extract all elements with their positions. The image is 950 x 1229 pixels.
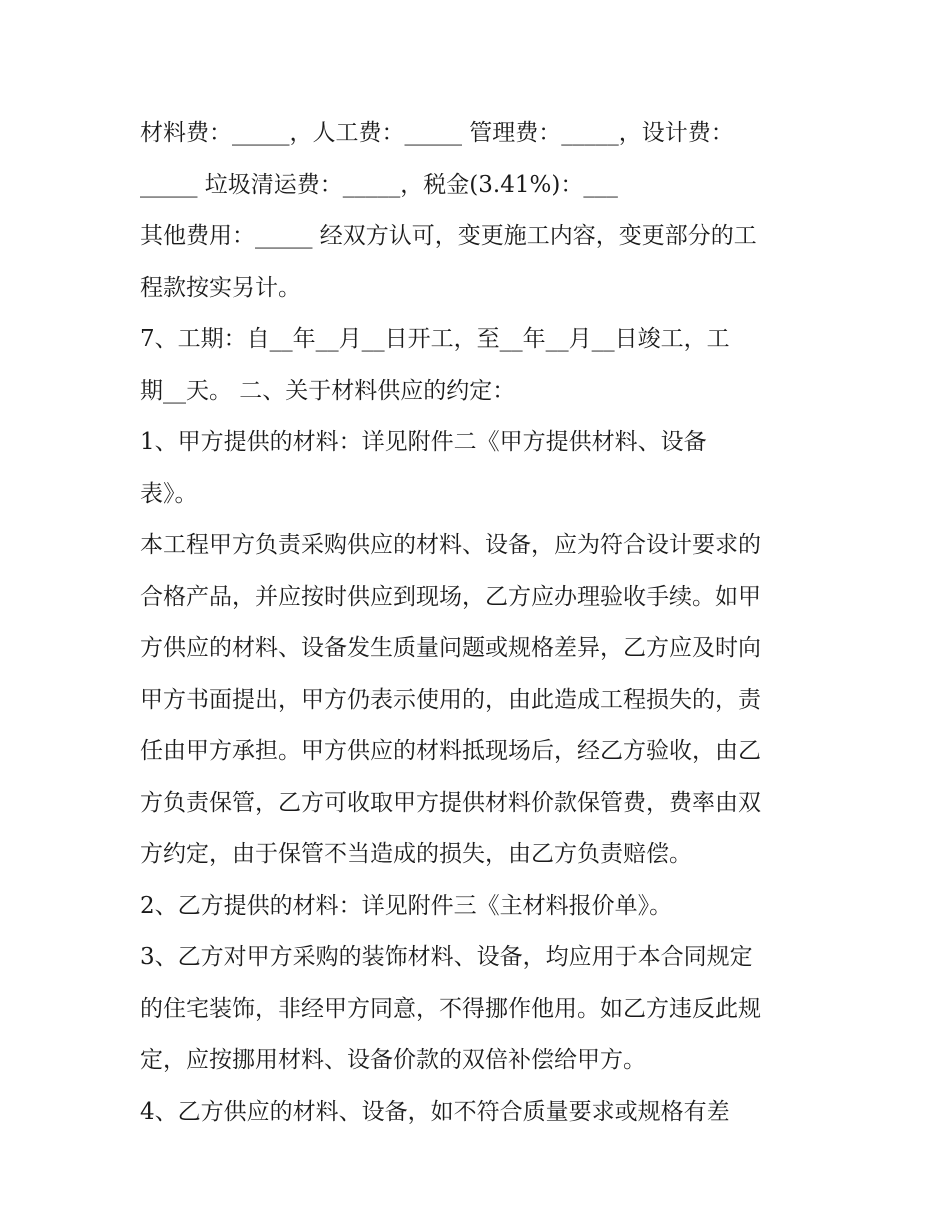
- text-line: 方供应的材料、设备发生质量问题或规格差异，乙方应及时向: [140, 635, 761, 661]
- text-line: 本工程甲方负责采购供应的材料、设备，应为符合设计要求的: [140, 532, 761, 558]
- text-line: 期__天。 二、关于材料供应的约定：: [140, 377, 516, 404]
- text-line: 其他费用：_____ 经双方认可，变更施工内容，变更部分的工: [140, 223, 757, 249]
- text-line: 的住宅装饰，非经甲方同意，不得挪作他用。如乙方违反此规: [140, 995, 761, 1022]
- text-line: 合格产品，并应按时供应到现场，乙方应办理验收手续。如甲: [140, 583, 761, 610]
- text-line: 程款按实另计。: [140, 274, 301, 301]
- text-line: 定，应按挪用材料、设备价款的双倍补偿给甲方。: [140, 1047, 646, 1073]
- text-line: 甲方书面提出，甲方仍表示使用的，由此造成工程损失的，责: [140, 686, 761, 713]
- text-line: 表》。: [140, 480, 198, 507]
- text-line: 4、乙方供应的材料、设备，如不符合质量要求或规格有差: [140, 1098, 730, 1125]
- text-line: 3、乙方对甲方采购的装饰材料、设备，均应用于本合同规定: [140, 944, 753, 970]
- text-line: 1、甲方提供的材料：详见附件二《甲方提供材料、设备: [140, 429, 707, 455]
- text-line: 方约定，由于保管不当造成的损失，由乙方负责赔偿。: [140, 841, 692, 867]
- text-line: 任由甲方承担。甲方供应的材料抵现场后，经乙方验收，由乙: [140, 738, 761, 764]
- text-line: _____ 垃圾清运费：_____，税金(3.41%)：___: [140, 171, 618, 198]
- text-line: 2、乙方提供的材料：详见附件三《主材料报价单》。: [140, 892, 673, 919]
- text-line: 7、工期：自__年__月__日开工，至__年__月__日竣工，工: [140, 326, 730, 352]
- text-line: 材料费：_____，人工费：_____ 管理费：_____，设计费：: [140, 120, 734, 146]
- text-line: 方负责保管，乙方可收取甲方提供材料价款保管费，费率由双: [140, 789, 761, 816]
- contract-text: [140, 108, 820, 1138]
